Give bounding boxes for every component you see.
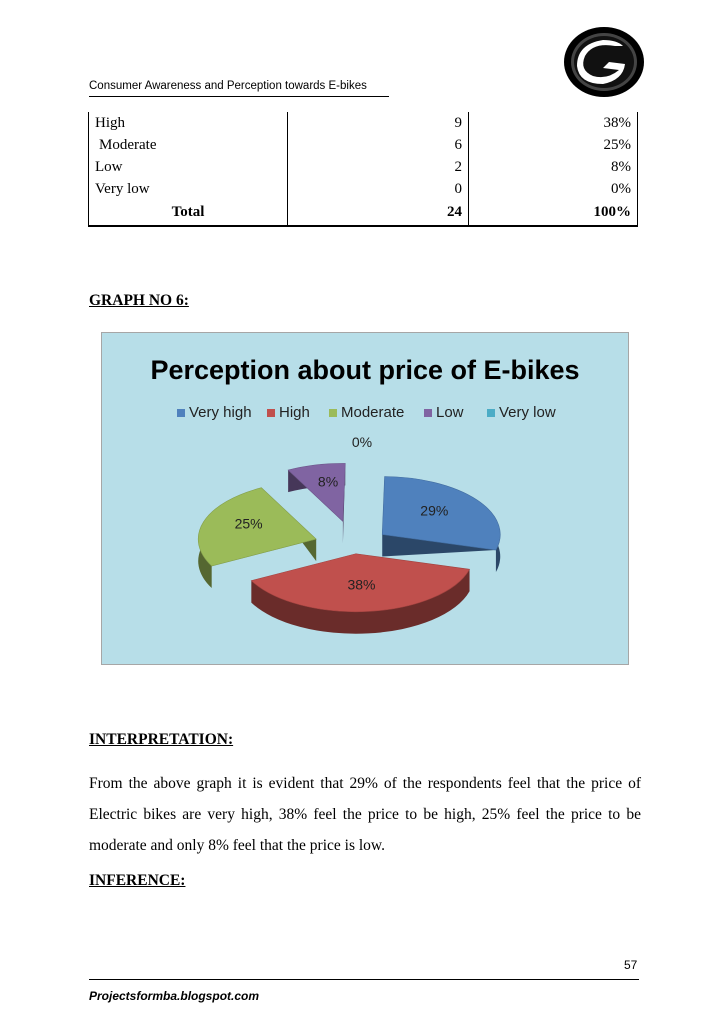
interpretation-paragraph: From the above graph it is evident that 29% of the respondents feel that the price of Electric bikes are very high, 38% feel the price to be high, 25% feel the price to be moderate and only 8% feel that the price is low. (89, 775, 641, 854)
interpretation-heading: INTERPRETATION: (89, 731, 234, 748)
row-count: 0 (288, 178, 469, 200)
legend-label: Very low (499, 404, 556, 421)
chart-legend (177, 404, 556, 421)
legend-swatch (267, 409, 275, 417)
table-total-row (89, 200, 638, 226)
row-label: Low (89, 156, 288, 178)
pie-data-label: 29% (420, 502, 449, 519)
table-row (89, 112, 638, 134)
row-label: Very low (89, 178, 288, 200)
row-percent: 38% (469, 112, 638, 134)
chart-title: Perception about price of E-bikes (150, 355, 580, 385)
table-row (89, 134, 638, 156)
price-perception-table (88, 112, 638, 227)
legend-label: Low (436, 404, 464, 421)
pie-data-label: 8% (317, 473, 339, 490)
total-count: 24 (288, 200, 469, 226)
legend-swatch (424, 409, 432, 417)
legend-label: High (279, 404, 310, 421)
inference-heading: INFERENCE: (89, 872, 186, 889)
table-row (89, 178, 638, 200)
legend-swatch (329, 409, 337, 417)
row-count: 6 (288, 134, 469, 156)
row-percent: 8% (469, 156, 638, 178)
table-row (89, 156, 638, 178)
pie-chart (101, 332, 629, 665)
total-label: Total (89, 200, 288, 226)
pie-data-label: 38% (347, 576, 376, 593)
row-count: 9 (288, 112, 469, 134)
pie-chart-canvas (102, 333, 628, 664)
footer-site: Projectsformba.blogspot.com (89, 989, 260, 1003)
pie-slices (198, 463, 500, 633)
row-label: Moderate (89, 134, 288, 156)
running-header: Consumer Awareness and Perception towards E-bikes (89, 80, 367, 92)
footer-divider (89, 979, 639, 980)
pie-data-label: 0% (351, 434, 373, 450)
graph-heading: GRAPH NO 6: (89, 292, 189, 309)
row-label: High (89, 112, 288, 134)
legend-swatch (487, 409, 495, 417)
row-percent: 25% (469, 134, 638, 156)
pie-slice (288, 463, 345, 521)
table-body (89, 112, 638, 226)
legend-swatch (177, 409, 185, 417)
header-divider (89, 96, 389, 97)
row-count: 2 (288, 156, 469, 178)
pie-data-label: 25% (234, 515, 263, 532)
page-number: 57 (624, 958, 638, 972)
row-percent: 0% (469, 178, 638, 200)
publisher-logo (563, 26, 645, 98)
legend-label: Very high (189, 404, 252, 421)
legend-label: Moderate (341, 404, 405, 421)
total-percent: 100% (469, 200, 638, 226)
